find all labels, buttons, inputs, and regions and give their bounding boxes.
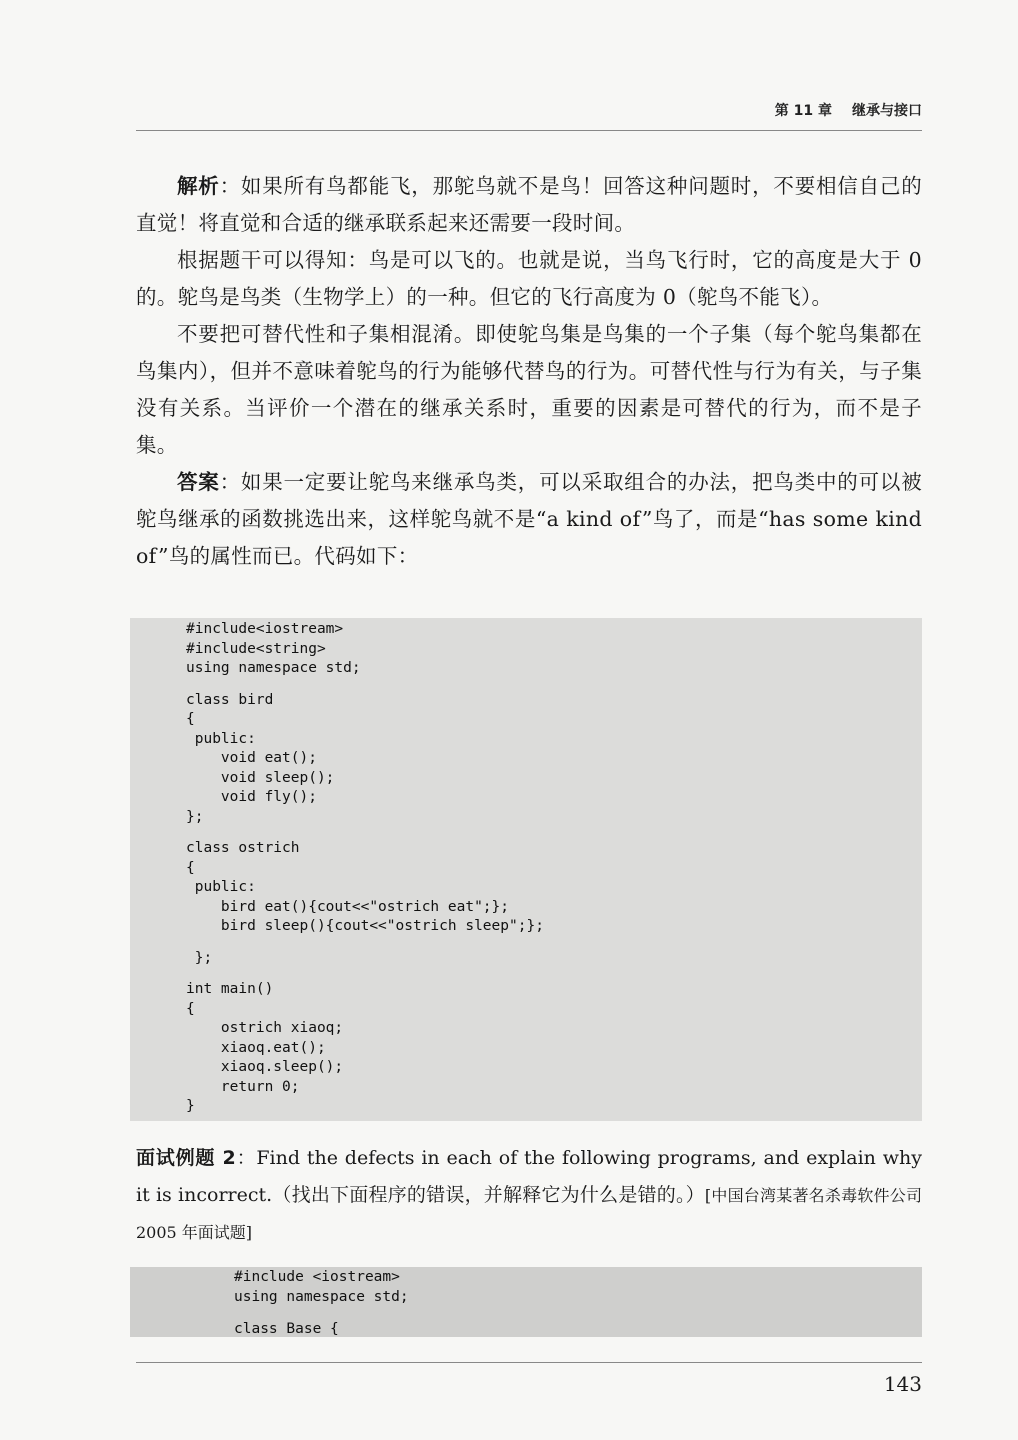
code-line: #include<iostream> [186,621,344,637]
code-line: void fly(); [186,789,317,805]
paragraph-analysis [136,168,922,242]
question-body: ：Find the defects in each of the following programs, and explain why it is incorrect.（找出下面程序的错误，并解释它为什么是错的。） [136,1147,922,1206]
page-number: 143 [883,1372,922,1396]
code-line: } [186,1098,195,1114]
code-line: class bird [186,691,274,708]
footer-rule [136,1362,922,1363]
code-line: { [186,711,195,727]
chapter-number: 第 11 章 [774,103,832,119]
paragraph-text: 不要把可替代性和子集相混淆。即使鸵鸟集是鸟集的一个子集（每个鸵鸟集都在鸟集内），但并不意味着鸵鸟的行为能够代替鸟的行为。可替代性与行为有关，与子集没有关系。当评价一个潜在的继承关系时，重要的因素是可替代的行为，而不是子集。 [136,322,922,457]
running-header [136,100,922,120]
code-line: using namespace std; [186,660,361,676]
code-line: class Base { [234,1321,339,1337]
interview-question-2 [136,1140,922,1251]
paragraph-text: ：如果一定要让鸵鸟来继承鸟类，可以采取组合的办法，把鸟类中的可以被鸵鸟继承的函数挑选出来，这样鸵鸟就不是“a kind of”鸟了，而是“has some kind of”鸟的属性而已。代码如下： [136,470,922,568]
code-line: }; [186,808,204,825]
paragraph-lead: 解析 [177,174,220,198]
header-rule [136,130,922,131]
code-blank-line [186,937,922,949]
question-lead: 面试例题 2 [136,1147,236,1169]
code-line: #include <iostream> [234,1269,400,1285]
code-line: ostrich xiaoq; [186,1020,344,1036]
code-line: #include<string> [186,640,326,657]
paragraph [136,316,922,464]
paragraph-text: 根据题干可以得知：鸟是可以飞的。也就是说，当鸟飞行时，它的高度是大于 0 的。鸵鸟是鸟类（生物学上）的一种。但它的飞行高度为 0（鸵鸟不能飞）。 [136,248,922,309]
code-line: using namespace std; [234,1289,409,1305]
code-blank-line [234,1307,922,1319]
chapter-title: 继承与接口 [852,103,922,119]
code-line: xiaoq.sleep(); [186,1059,344,1075]
question-text [136,1140,922,1251]
code-line: bird eat(){cout<<"ostrich eat";}; [186,898,510,915]
paragraph-answer [136,464,922,575]
code-line: { [186,859,195,876]
code-line: xiaoq.eat(); [186,1039,326,1056]
code-line: class ostrich [186,840,300,856]
code-listing-base [130,1267,922,1337]
paragraph-text: ：如果所有鸟都能飞，那鸵鸟就不是鸟！回答这种问题时，不要相信自己的直觉！将直觉和合适的继承联系起来还需要一段时间。 [136,174,922,235]
code-line: { [186,1000,195,1017]
code-blank-line [186,827,922,839]
question-source: [中国台湾某著名杀毒软件公司 2005 年面试题] [136,1186,922,1242]
paragraph [136,242,922,316]
body-text [136,168,922,575]
code-line: void sleep(); [186,769,335,786]
code-line: public: [186,879,256,895]
code-line: public: [186,730,256,747]
code-line: void eat(); [186,750,317,766]
paragraph-lead: 答案 [177,470,220,494]
code-listing-ostrich [130,618,922,1121]
code-line: int main() [186,981,274,997]
code-line: return 0; [186,1078,300,1095]
code-line: }; [186,949,213,966]
code-line: bird sleep(){cout<<"ostrich sleep";}; [186,918,544,934]
code-blank-line [186,968,922,980]
code-blank-line [186,679,922,691]
